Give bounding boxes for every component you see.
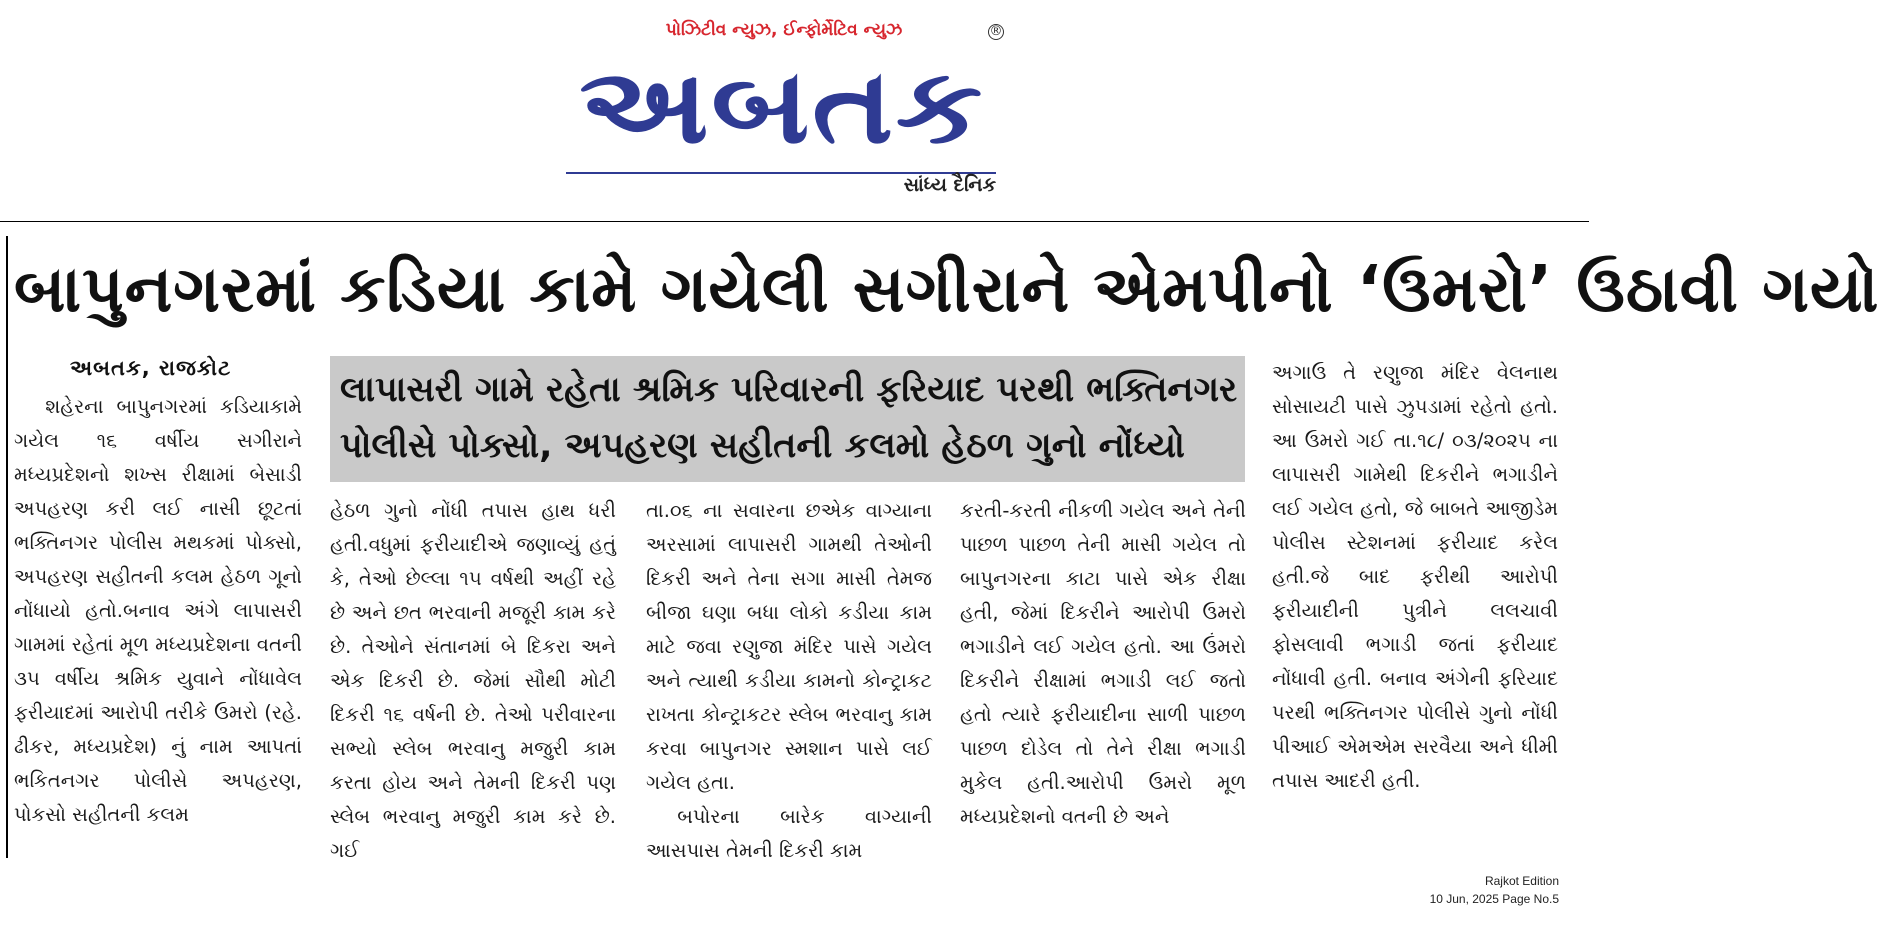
article-byline: અબતક, રાજકોટ (70, 356, 232, 380)
column-4-paragraph: કરતી-કરતી નીકળી ગયેલ અને તેની પાછળ પાછળ તેની માસી ગયેલ તો બાપુનગરના કાટા પાસે એક રીક્ષા હતી, જેમાં દિકરીને આરોપી ઉમરો ભગાડીને લઈ ગયેલ હતો. આ ઉંમરો દિકરીને રીક્ષામાં ભગાડી લઈ જતો હતો ત્યારે ફરીયાદીના સાળી પાછળ પાછળ દોડેલ તો તેને રીક્ષા ભગાડી મુકેલ હતી.આરોપી ઉમરો મૂળ મધ્યપ્રદેશનો વતની છે અને (960, 499, 1246, 828)
date-page-label: 10 Jun, 2025 Page No.5 (1429, 892, 1559, 906)
newspaper-logo: અબતક (579, 45, 985, 167)
masthead-subtitle: સાંધ્ય દૈનિક (903, 174, 996, 196)
column-3-paragraph-2: બપોરના બારેક વાગ્યાની આસપાસ તેમની દિકરી કામ (646, 805, 932, 862)
article-column-4 (960, 494, 1246, 866)
article-headline: બાપુનગરમાં કડિયા કામે ગયેલી સગીરાને એમપીનો ‘ઉમરો’ ઉઠાવી ગયો (14, 253, 1879, 327)
column-2-paragraph: હેઠળ ગુનો નોંધી તપાસ હાથ ધરી હતી.વધુમાં ફરીયાદીએ જણાવ્યું હતું કે, તેઓ છેલ્લા ૧૫ વર્ષથી અહીં રહે છે અને છત ભરવાની મજૂરી કામ કરે છે. તેઓને સંતાનમાં બે દિકરા અને એક દિકરી છે. જેમાં સૌથી મોટી દિકરી ૧૬ વર્ષની છે. તેઓ પરીવારના સભ્યો સ્લેબ ભરવાનુ મજુરી કામ કરતા હોય અને તેમની દિકરી પણ સ્લેબ ભરવાનુ મજુરી કામ કરે છે. ગઈ (330, 499, 616, 862)
article-column-5 (1272, 356, 1558, 866)
page-footer (1430, 872, 1559, 908)
deck-line-1: લાપાસરી ગામે રહેતા શ્રમિક પરિવારની ફરિયાદ પરથી ભક્તિનગર (340, 370, 1238, 410)
article-deck (330, 356, 1245, 482)
masthead-tagline: પોઝિટીવ ન્યુઝ, ઈન્ફોર્મેટિવ ન્યુઝ (665, 20, 903, 40)
deck-line-2: પોલીસે પોક્સો, અપહરણ સહીતની કલમો હેઠળ ગુનો નોંધ્યો (340, 426, 1185, 466)
registered-mark-icon: ® (989, 24, 1003, 39)
column-3-paragraph-1: તા.૦૬ ના સવારના છએક વાગ્યાના અરસામાં લાપાસરી ગામથી તેઓની દિકરી અને તેના સગા માસી તેમજ બીજા ઘણા બધા લોકો કડીયા કામ માટે જવા રણુજા મંદિર પાસે ગયેલ અને ત્યાથી કડીયા કામનો કોન્ટ્રાકટ રાખતા કોન્ટ્રાકટર સ્લેબ ભરવાનુ કામ કરવા બાપુનગર સ્મશાન પાસે લઈ ગયેલ હતા. (646, 499, 932, 794)
article-column-3 (646, 494, 932, 866)
column-1-paragraph: શહેરના બાપુનગરમાં કડિયાકામે ગયેલ ૧૬ વર્ષીય સગીરાને મધ્યપ્રદેશનો શખ્સ રીક્ષામાં બેસાડી અપહરણ કરી લઈ નાસી છૂટતાં ભક્તિનગર પોલીસ મથકમાં પોક્સો, અપહરણ સહીતની કલમ હેઠળ ગૂનો નોંધાયો હતો.બનાવ અંગે લાપાસરી ગામમાં રહેતાં મૂળ મધ્યપ્રદેશના વતની ૩૫ વર્ષીય શ્રમિક યુવાને નોંધાવેલ ફરીયાદમાં આરોપી તરીકે ઉમરો (રહે. ઢીકર, મધ્યપ્રદેશ) નું નામ આપતાં ભકિતનગર પોલીસે અપહરણ, પોકસો સહીતની કલમ (14, 395, 302, 826)
edition-label: Rajkot Edition (1484, 874, 1559, 888)
masthead (0, 0, 1589, 222)
article-column-1 (14, 390, 302, 866)
left-column-rule (6, 236, 8, 858)
article-column-2 (330, 494, 616, 866)
column-5-paragraph: અગાઉ તે રણુજા મંદિર વેલનાથ સોસાયટી પાસે ઝુપડામાં રહેતો હતો. આ ઉમરો ગઈ તા.૧૮/ ૦૩/૨૦૨૫ ના લાપાસરી ગામેથી દિકરીને ભગાડીને લઈ ગયેલ હતો, જે બાબતે આજીડેમ પોલીસ સ્ટેશનમાં ફરીયાદ કરેલ હતી.જે બાદ ફરીથી આરોપી ફરીયાદીની પુત્રીને લલચાવી ફોસલાવી ભગાડી જતાં ફરીયાદ નોંધાવી હતી. બનાવ અંગેની ફરિયાદ પરથી ભક્તિનગર પોલીસે ગુનો નોંધી પીઆઈ એમએમ સરવૈયા અને ધીમી તપાસ આદરી હતી. (1272, 361, 1558, 792)
top-divider (0, 221, 1589, 222)
